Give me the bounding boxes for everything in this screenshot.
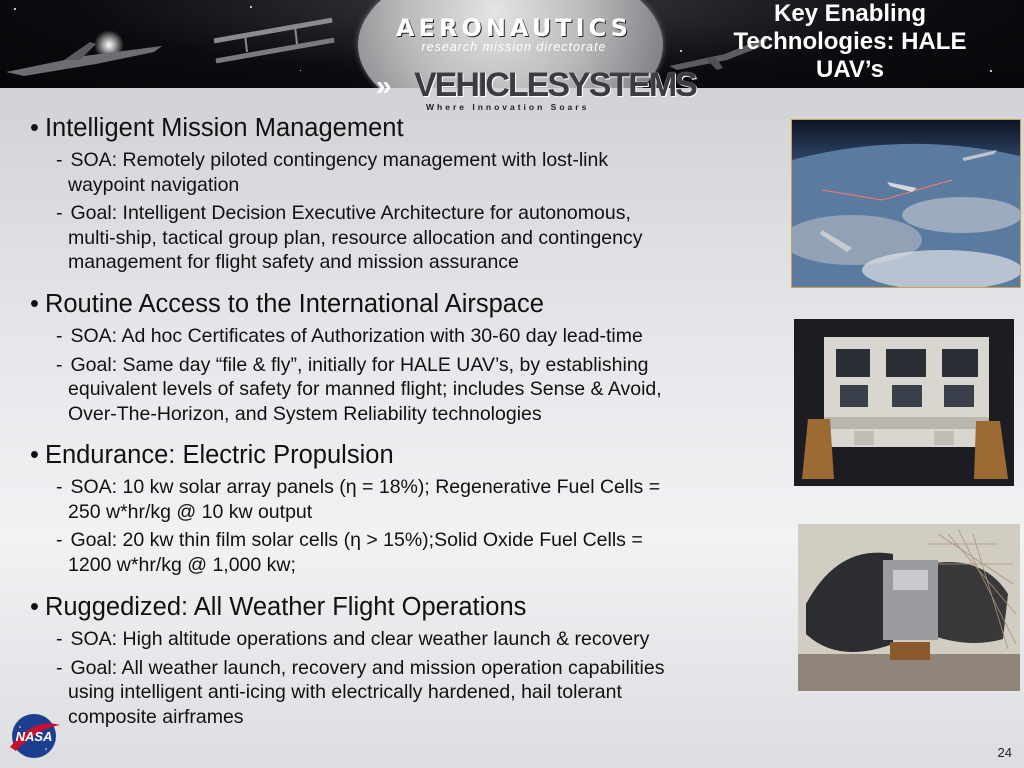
- sub-item-text: equivalent levels of safety for manned flight; includes Sense & Avoid,: [68, 378, 662, 400]
- sub-item-text: SOA: High altitude operations and clear weather launch & recovery: [70, 628, 650, 650]
- bullet-title-text: Routine Access to the International Airspace: [44, 290, 544, 318]
- bullet-section: [30, 112, 643, 275]
- slide-title-line: Technologies: HALE: [733, 28, 967, 55]
- bullet-section: [30, 439, 660, 577]
- sub-item-text: 250 w*hr/kg @ 10 kw output: [68, 500, 313, 523]
- slide-title-line: UAV’s: [815, 56, 884, 83]
- bullet-section: [30, 591, 665, 729]
- earth-uav-photo: [791, 119, 1021, 288]
- nasa-logo: [6, 711, 62, 761]
- chevron-right-icon: »: [376, 70, 392, 101]
- sub-item-text: SOA: Remotely piloted contingency management with lost-link: [70, 149, 609, 171]
- sub-item-text: waypoint navigation: [68, 173, 240, 196]
- fuel-cell-hardware-photo: [798, 524, 1020, 691]
- sub-item: - SOA: 10 kw solar array panels (η = 18%); Regenerative Fuel Cells = 250 w*hr/kg @ 10 kw output: [56, 476, 661, 523]
- nasa-logo-text: NASA: [15, 729, 53, 744]
- sub-item: - Goal: Intelligent Decision Executive Architecture for autonomous, multi-ship, tactical group plan, resource allocation and contingency management for flight safety and mission assurance: [56, 202, 643, 273]
- sub-item-text: Over-The-Horizon, and System Reliability technologies: [68, 402, 542, 425]
- star: [250, 6, 252, 8]
- bullet-title: • Ruggedized: All Weather Flight Operations: [30, 593, 527, 621]
- sub-item: - Goal: 20 kw thin film solar cells (η > 15%);Solid Oxide Fuel Cells = 1200 w*hr/kg @ 1,000 kw;: [56, 529, 643, 576]
- bullet-title: • Endurance: Electric Propulsion: [30, 441, 394, 469]
- sub-item-text: SOA: 10 kw solar array panels (η = 18%); Regenerative Fuel Cells =: [70, 476, 661, 498]
- vehicle-systems-logo: [376, 66, 696, 112]
- sub-item: - SOA: Remotely piloted contingency management with lost-link waypoint navigation: [56, 149, 609, 196]
- star: [14, 8, 16, 10]
- sub-item: - Goal: All weather launch, recovery and mission operation capabilities using intelligent anti-icing with electrically hardened, hail tolerant composite airframes: [56, 656, 665, 728]
- bullet-title-text: Ruggedized: All Weather Flight Operations: [44, 593, 527, 621]
- sub-item-text: composite airframes: [68, 705, 244, 728]
- ground-control-station-photo: [794, 319, 1014, 486]
- sub-item-text: management for flight safety and mission assurance: [68, 251, 519, 273]
- bullet-title-text: Intelligent Mission Management: [44, 114, 404, 142]
- page-number: 24: [997, 745, 1012, 760]
- sub-item: - Goal: Same day “file & fly”, initially for HALE UAV’s, by establishing equivalent levels of safety for manned flight; includes Sense & Avoid, Over-The-Horizon, and System Reliability technologies: [56, 353, 662, 425]
- sub-item-text: Goal: Intelligent Decision Executive Architecture for autonomous,: [70, 202, 631, 224]
- bullet-section: [30, 288, 662, 426]
- biplane-silhouette: [205, 14, 340, 74]
- sub-item-text: multi-ship, tactical group plan, resource allocation and contingency: [68, 226, 643, 249]
- bullet-title: • Routine Access to the International Airspace: [30, 290, 544, 318]
- slide-title: [690, 0, 1010, 84]
- sub-item-text: Goal: 20 kw thin film solar cells (η > 15%);Solid Oxide Fuel Cells =: [70, 529, 643, 551]
- sub-item-text: using intelligent anti-icing with electrically hardened, hail tolerant: [68, 681, 622, 703]
- aeronautics-subtitle: research mission directorate: [421, 40, 607, 54]
- vehicle-systems-wordmark: VEHICLESYSTEMS: [414, 66, 696, 104]
- flying-wing-silhouette: [4, 38, 164, 78]
- bullet-title: • Intelligent Mission Management: [30, 114, 404, 142]
- sub-item: - SOA: High altitude operations and clear weather launch & recovery: [56, 628, 650, 650]
- sub-item-text: Goal: Same day “file & fly”, initially for HALE UAV’s, by establishing: [70, 353, 649, 376]
- sub-item-text: Goal: All weather launch, recovery and mission operation capabilities: [70, 656, 665, 679]
- sub-item-text: SOA: Ad hoc Certificates of Authorization with 30-60 day lead-time: [70, 325, 643, 347]
- slide-title-line: Key Enabling: [773, 0, 927, 27]
- aeronautics-logo-text: AERONAUTICS: [396, 14, 632, 42]
- sub-item-text: 1200 w*hr/kg @ 1,000 kw;: [68, 553, 296, 576]
- vehicle-systems-tagline: Where Innovation Soars: [426, 102, 590, 112]
- bullet-title-text: Endurance: Electric Propulsion: [44, 441, 394, 469]
- sub-item: - SOA: Ad hoc Certificates of Authorization with 30-60 day lead-time: [56, 325, 643, 347]
